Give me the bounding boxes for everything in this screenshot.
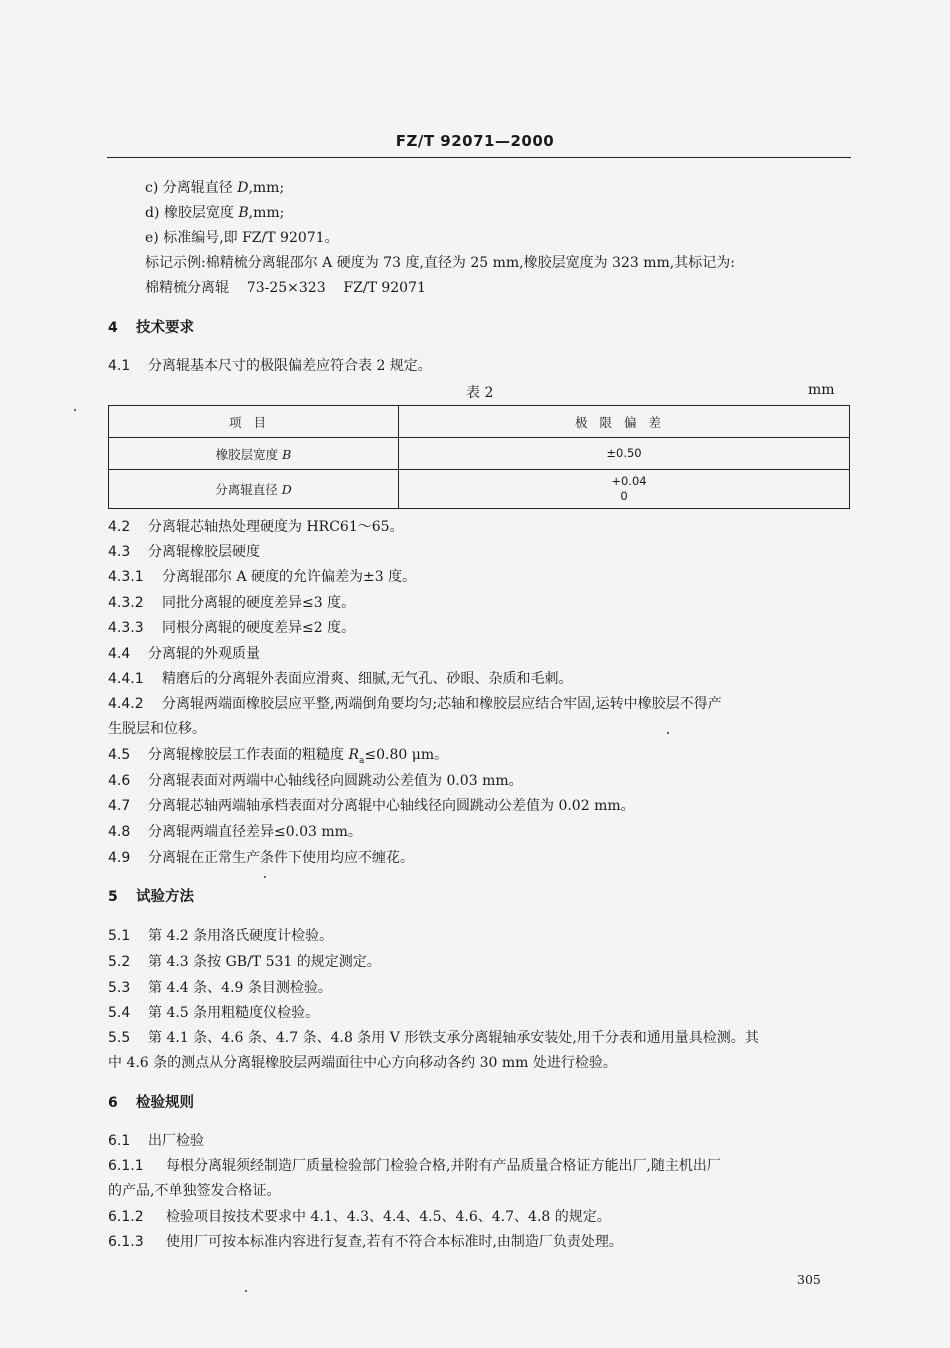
clause-5-2: 5.2 第 4.3 条按 GB/T 531 的规定测定。 — [108, 954, 381, 970]
clause-4-2: 4.2 分离辊芯轴热处理硬度为 HRC61～65。 — [108, 519, 404, 535]
table-2 — [108, 405, 850, 509]
marking-example: 标记示例:棉精梳分离辊邵尔 A 硬度为 73 度,直径为 25 mm,橡胶层宽度为 323 mm,其标记为: — [145, 255, 735, 271]
table-cell-tolerance: +0.04 0 — [399, 470, 850, 509]
clause-4-4: 4.4 分离辊的外观质量 — [108, 646, 260, 662]
clause-5-1: 5.1 第 4.2 条用洛氏硬度计检验。 — [108, 928, 334, 944]
table-cell-item: 橡胶层宽度 B — [109, 438, 399, 470]
clause-6-1-3: 6.1.3 使用厂可按本标准内容进行复查,若有不符合本标准时,由制造厂负责处理。 — [108, 1234, 623, 1250]
clause-4-3-2: 4.3.2 同批分离辊的硬度差异≤3 度。 — [108, 595, 356, 611]
clause-4-3-3: 4.3.3 同根分离辊的硬度差异≤2 度。 — [108, 620, 356, 636]
clause-4-9: 4.9 分离辊在正常生产条件下使用均应不缠花。 — [108, 850, 414, 866]
page-number: 305 — [797, 1272, 821, 1287]
clause-4-3: 4.3 分离辊橡胶层硬度 — [108, 544, 260, 560]
table-header-item: 项目 — [109, 406, 399, 438]
clause-5-5: 5.5 第 4.1 条、4.6 条、4.7 条、4.8 条用 V 形铁支承分离辊轴承安装处,用千分表和通用量具检测。其 — [108, 1030, 759, 1046]
clause-5-5-cont: 中 4.6 条的测点从分离辊橡胶层两端面往中心方向移动各约 30 mm 处进行检验。 — [108, 1055, 617, 1071]
scan-speck — [264, 876, 266, 878]
table-row — [109, 438, 850, 470]
section-6-heading: 6 检验规则 — [108, 1095, 194, 1111]
table-2-unit: mm — [808, 382, 835, 398]
clause-6-1-2: 6.1.2 检验项目按技术要求中 4.1、4.3、4.4、4.5、4.6、4.7、4.8 的规定。 — [108, 1209, 611, 1225]
clause-6-1-1-cont: 的产品,不单独签发合格证。 — [108, 1183, 281, 1199]
clause-6-1: 6.1 出厂检验 — [108, 1133, 204, 1149]
marking-item-e: e) 标准编号,即 FZ/T 92071。 — [145, 230, 339, 246]
standard-code-header: FZ/T 92071—2000 — [395, 132, 555, 150]
clause-4-4-2-cont: 生脱层和位移。 — [108, 721, 206, 737]
clause-4-6: 4.6 分离辊表面对两端中心轴线径向圆跳动公差值为 0.03 mm。 — [108, 773, 523, 789]
clause-4-3-1: 4.3.1 分离辊邵尔 A 硬度的允许偏差为±3 度。 — [108, 569, 417, 585]
section-4-heading: 4 技术要求 — [108, 320, 194, 336]
clause-4-5: 4.5 分离辊橡胶层工作表面的粗糙度 $R_a\le 0.80$ μm。 — [108, 747, 449, 766]
table-header-row — [109, 406, 850, 438]
clause-5-4: 5.4 第 4.5 条用粗糙度仪检验。 — [108, 1005, 320, 1021]
table-cell-item: 分离辊直径 D — [109, 470, 399, 509]
scan-speck — [245, 1290, 247, 1292]
marking-example-mark: 棉精梳分离辊 73-25×323 FZ/T 92071 — [145, 280, 426, 296]
table-cell-tolerance: ±0.50 — [399, 438, 850, 470]
table-row — [109, 470, 850, 509]
header-rule — [107, 157, 851, 158]
clause-5-3: 5.3 第 4.4 条、4.9 条目测检验。 — [108, 980, 332, 996]
table-2-caption: 表 2 — [466, 385, 494, 401]
clause-6-1-1: 6.1.1 每根分离辊须经制造厂质量检验部门检验合格,并附有产品质量合格证方能出厂,随主机出厂 — [108, 1158, 721, 1174]
clause-4-7: 4.7 分离辊芯轴两端轴承档表面对分离辊中心轴线径向圆跳动公差值为 0.02 mm。 — [108, 798, 635, 814]
clause-4-1: 4.1 分离辊基本尺寸的极限偏差应符合表 2 规定。 — [108, 358, 432, 374]
marking-item-c: c) 分离辊直径 D,mm; — [145, 180, 285, 196]
clause-4-4-1: 4.4.1 精磨后的分离辊外表面应滑爽、细腻,无气孔、砂眼、杂质和毛刺。 — [108, 671, 573, 687]
scan-speck — [74, 409, 76, 411]
scan-speck — [667, 732, 669, 734]
table-header-tolerance: 极限偏差 — [399, 406, 850, 438]
section-5-heading: 5 试验方法 — [108, 889, 194, 905]
marking-item-d: d) 橡胶层宽度 B,mm; — [145, 205, 285, 221]
clause-4-4-2: 4.4.2 分离辊两端面橡胶层应平整,两端倒角要均匀;芯轴和橡胶层应结合牢固,运转中橡胶层不得产 — [108, 696, 722, 712]
clause-4-8: 4.8 分离辊两端直径差异≤0.03 mm。 — [108, 824, 362, 840]
